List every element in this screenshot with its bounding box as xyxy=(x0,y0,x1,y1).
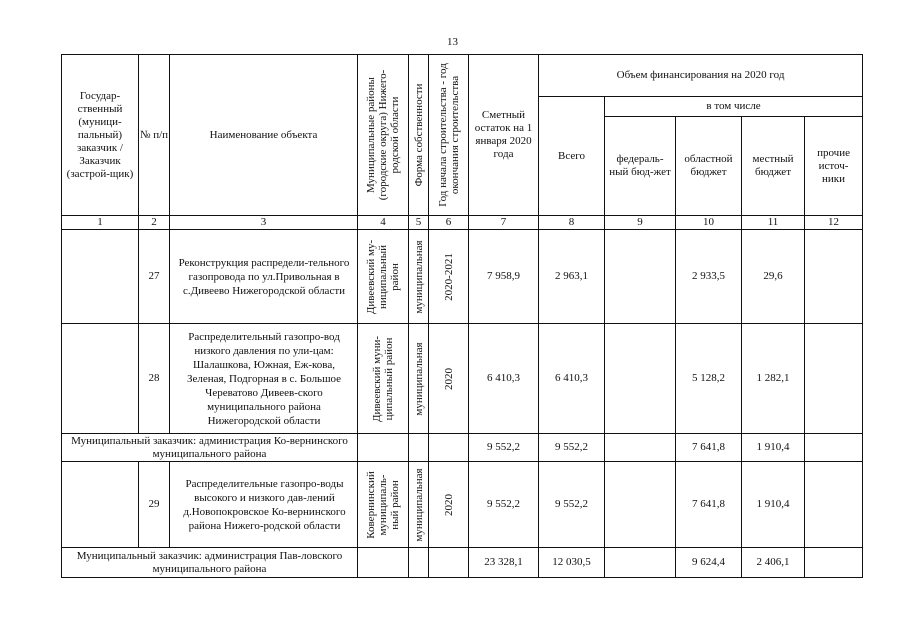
other-value xyxy=(805,434,863,462)
row-number: 28 xyxy=(139,324,170,434)
district-cell xyxy=(358,230,409,324)
section-row xyxy=(62,548,863,578)
header-ownership-text: Форма собственности xyxy=(412,83,425,187)
district-cell xyxy=(358,462,409,548)
customer-cell xyxy=(62,230,139,324)
years-text: 2020 xyxy=(442,367,455,390)
object-name: Распределительный газопро-вод низкого давления по ули-цам: Шалашкова, Южная, Еж-кова, Зеленая, Подгорная в с. Большое Череватово Дивеев-ского муниципального района Нижегородской области xyxy=(170,324,358,434)
header-customer: Государ-ственный (муници-пальный) заказчик / Заказчик (застрой-щик) xyxy=(62,55,139,216)
header-total: Всего xyxy=(539,97,605,216)
column-number: 4 xyxy=(358,216,409,230)
district-text: Дивеевский муни- ципальный район xyxy=(371,335,395,422)
years-cell xyxy=(429,324,469,434)
district-cell xyxy=(358,434,409,462)
header-estimate: Сметный остаток на 1 января 2020 года xyxy=(469,55,539,216)
local-value: 29,6 xyxy=(742,230,805,324)
years-cell xyxy=(429,548,469,578)
total-value: 9 552,2 xyxy=(539,434,605,462)
federal-value xyxy=(605,230,676,324)
header-regional: областной бюджет xyxy=(676,117,742,216)
ownership-cell xyxy=(409,548,429,578)
years-cell xyxy=(429,462,469,548)
local-value: 1 910,4 xyxy=(742,462,805,548)
local-value: 1 910,4 xyxy=(742,434,805,462)
total-value: 12 030,5 xyxy=(539,548,605,578)
row-number: 27 xyxy=(139,230,170,324)
column-number: 11 xyxy=(742,216,805,230)
estimate-value: 6 410,3 xyxy=(469,324,539,434)
column-number: 2 xyxy=(139,216,170,230)
header-years-text: Год начала строительства - год окончания строительства xyxy=(436,63,461,207)
estimate-value: 9 552,2 xyxy=(469,462,539,548)
regional-value: 2 933,5 xyxy=(676,230,742,324)
regional-value: 7 641,8 xyxy=(676,462,742,548)
page-number: 13 xyxy=(447,36,458,48)
estimate-value: 7 958,9 xyxy=(469,230,539,324)
financing-table xyxy=(61,54,863,578)
ownership-cell xyxy=(409,324,429,434)
estimate-value: 9 552,2 xyxy=(469,434,539,462)
column-number: 7 xyxy=(469,216,539,230)
other-value xyxy=(805,324,863,434)
ownership-text: муниципальная xyxy=(412,341,425,416)
header-years xyxy=(429,55,469,216)
estimate-value: 23 328,1 xyxy=(469,548,539,578)
table-row xyxy=(62,462,863,548)
column-number: 9 xyxy=(605,216,676,230)
district-cell xyxy=(358,324,409,434)
row-number: 29 xyxy=(139,462,170,548)
other-value xyxy=(805,230,863,324)
federal-value xyxy=(605,324,676,434)
header-federal: федераль-ный бюд-жет xyxy=(605,117,676,216)
column-number: 1 xyxy=(62,216,139,230)
column-number-row xyxy=(62,216,863,230)
header-district-text: Муниципальные районы (городские округа) Нижего-родской области xyxy=(365,69,401,201)
header-local: местный бюджет xyxy=(742,117,805,216)
district-text: Ковернинский муниципаль- ный район xyxy=(365,470,401,539)
column-number: 5 xyxy=(409,216,429,230)
regional-value: 7 641,8 xyxy=(676,434,742,462)
ownership-cell xyxy=(409,462,429,548)
local-value: 2 406,1 xyxy=(742,548,805,578)
column-number: 10 xyxy=(676,216,742,230)
total-value: 2 963,1 xyxy=(539,230,605,324)
section-customer-label: Муниципальный заказчик: администрация Пав-ловского муниципального района xyxy=(62,548,358,578)
header-including: в том числе xyxy=(605,97,863,117)
district-cell xyxy=(358,548,409,578)
district-text: Дивеевский му- ниципальный район xyxy=(365,239,401,314)
regional-value: 9 624,4 xyxy=(676,548,742,578)
years-text: 2020 xyxy=(442,493,455,516)
section-customer-label: Муниципальный заказчик: администрация Ко-вернинского муниципального района xyxy=(62,434,358,462)
years-cell xyxy=(429,434,469,462)
table-row xyxy=(62,324,863,434)
header-other: прочие источ-ники xyxy=(805,117,863,216)
ownership-text: муниципальная xyxy=(412,467,425,542)
customer-cell xyxy=(62,462,139,548)
header-object-name: Наименование объекта xyxy=(170,55,358,216)
customer-cell xyxy=(62,324,139,434)
column-number: 12 xyxy=(805,216,863,230)
other-value xyxy=(805,548,863,578)
federal-value xyxy=(605,434,676,462)
column-number: 3 xyxy=(170,216,358,230)
object-name: Реконструкция распредели-тельного газопровода по ул.Привольная в с.Дивеево Нижегородской области xyxy=(170,230,358,324)
local-value: 1 282,1 xyxy=(742,324,805,434)
ownership-cell xyxy=(409,434,429,462)
ownership-cell xyxy=(409,230,429,324)
object-name: Распределительные газопро-воды высокого и низкого дав-лений д.Новопокровское Ко-вернинского района Нижего-родской области xyxy=(170,462,358,548)
federal-value xyxy=(605,548,676,578)
header-num: № п/п xyxy=(139,55,170,216)
total-value: 9 552,2 xyxy=(539,462,605,548)
section-row xyxy=(62,434,863,462)
header-ownership xyxy=(409,55,429,216)
years-text: 2020-2021 xyxy=(442,252,455,301)
column-number: 8 xyxy=(539,216,605,230)
header-district xyxy=(358,55,409,216)
years-cell xyxy=(429,230,469,324)
federal-value xyxy=(605,462,676,548)
table-row xyxy=(62,230,863,324)
other-value xyxy=(805,462,863,548)
total-value: 6 410,3 xyxy=(539,324,605,434)
regional-value: 5 128,2 xyxy=(676,324,742,434)
column-number: 6 xyxy=(429,216,469,230)
header-financing: Объем финансирования на 2020 год xyxy=(539,55,863,97)
ownership-text: муниципальная xyxy=(412,239,425,314)
